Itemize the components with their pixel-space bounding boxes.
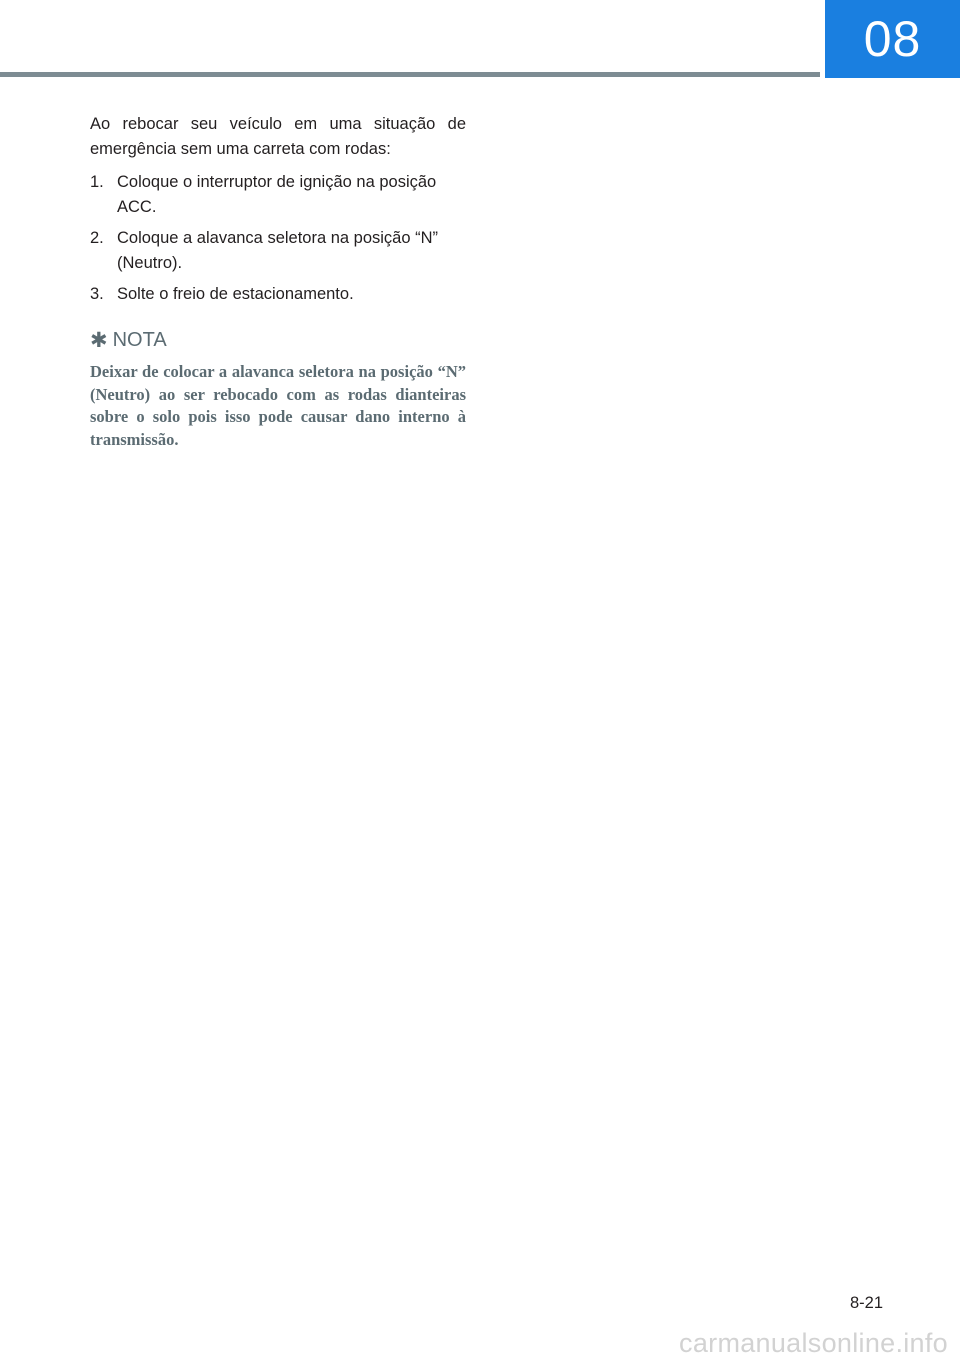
list-item	[90, 226, 466, 276]
page-content	[90, 112, 466, 451]
step-number: 3.	[90, 285, 104, 303]
note-label: NOTA	[112, 328, 167, 351]
chapter-tab	[825, 0, 960, 78]
steps-list	[90, 170, 466, 307]
step-text: Coloque o interruptor de ignição na posição ACC.	[117, 173, 437, 216]
step-text: Solte o freio de estacionamento.	[117, 285, 354, 303]
list-item	[90, 170, 466, 220]
header-rule	[0, 72, 820, 77]
step-number: 2.	[90, 229, 104, 247]
list-item	[90, 282, 466, 307]
step-text: Coloque a alavanca seletora na posição “N” (Neutro).	[117, 229, 439, 272]
step-number: 1.	[90, 173, 104, 191]
note-body: Deixar de colocar a alavanca seletora na posição “N” (Neutro) ao ser rebocado com as rodas dianteiras sobre o solo pois isso pode causar dano interno à transmissão.	[90, 362, 466, 449]
page-number: 8-21	[849, 1294, 883, 1312]
asterisk-icon: ✱	[90, 328, 108, 352]
intro-paragraph: Ao rebocar seu veículo em uma situação de emergência sem uma carreta com rodas:	[90, 115, 466, 158]
watermark-text: carmanualsonline.info	[679, 1328, 948, 1358]
chapter-number: 08	[863, 11, 922, 67]
note-heading	[90, 325, 466, 355]
